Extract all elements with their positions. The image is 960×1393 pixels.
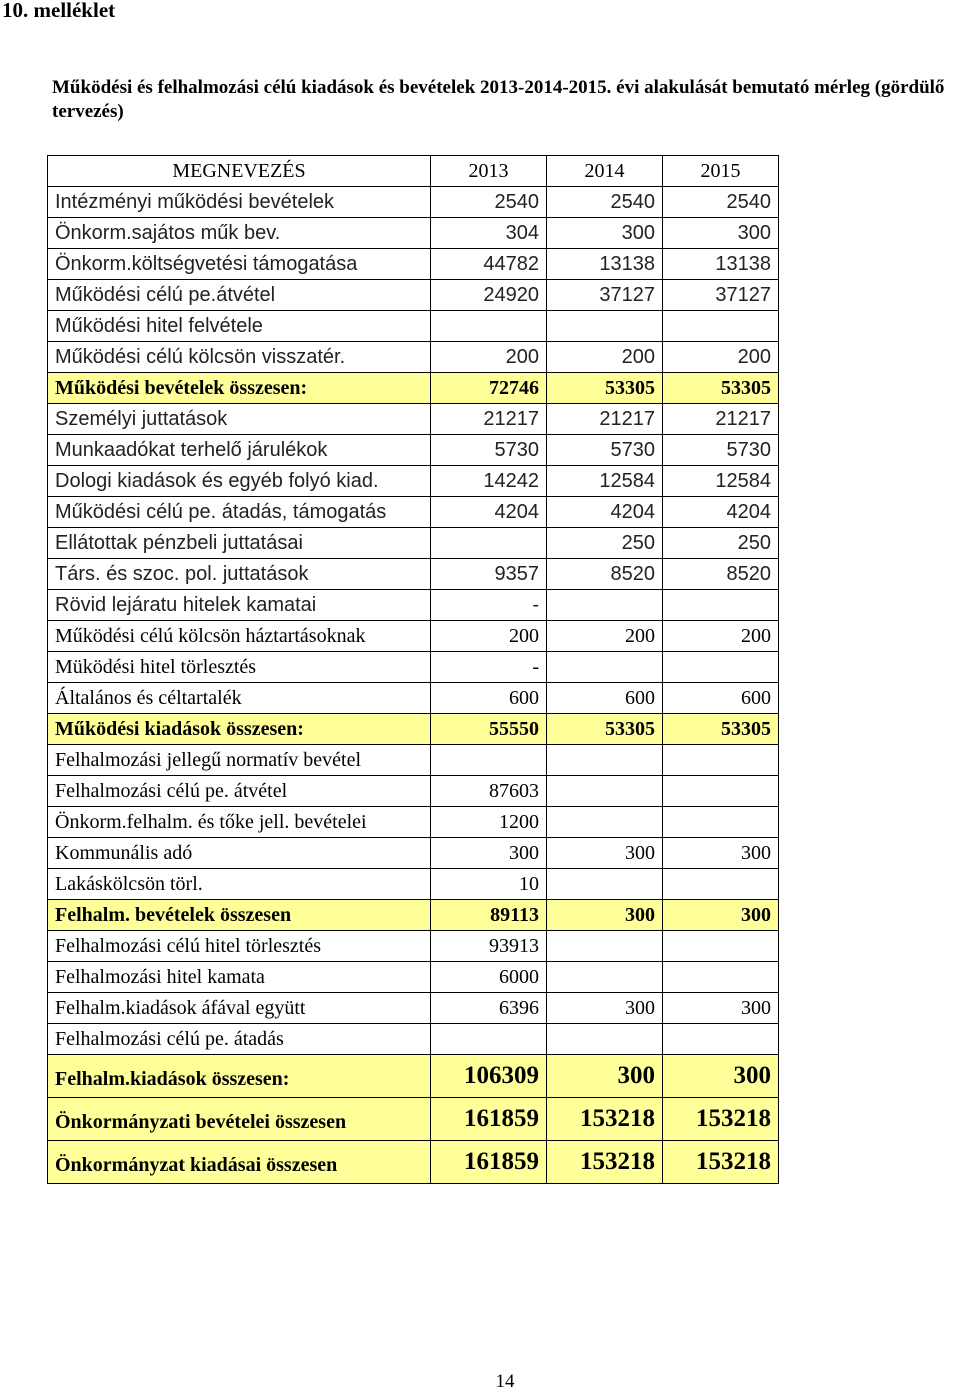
header-2013: 2013 [431, 156, 547, 187]
value-2014: 300 [546, 218, 662, 249]
table-row [48, 187, 779, 218]
row-label: Társ. és szoc. pol. juttatások [48, 559, 431, 590]
row-label: Személyi juttatások [48, 404, 431, 435]
table-row [48, 311, 779, 342]
table-header-row [48, 156, 779, 187]
value-2014: 300 [546, 900, 662, 931]
row-label: Rövid lejáratu hitelek kamatai [48, 590, 431, 621]
row-label: Kommunális adó [48, 838, 431, 869]
value-2013: 87603 [431, 776, 547, 807]
value-2015 [662, 931, 778, 962]
table-row [48, 993, 779, 1024]
value-2013 [431, 1024, 547, 1055]
value-2014: 5730 [546, 435, 662, 466]
table-row [48, 1024, 779, 1055]
value-2014: 4204 [546, 497, 662, 528]
row-label: Önkorm.sajátos műk bev. [48, 218, 431, 249]
row-label: Lakáskölcsön törl. [48, 869, 431, 900]
row-label: Felhalmozási jellegű normatív bevétel [48, 745, 431, 776]
value-2015: 600 [662, 683, 778, 714]
annex-label: 10. melléklet [2, 0, 116, 22]
value-2015 [662, 311, 778, 342]
table-row [48, 621, 779, 652]
value-2014 [546, 776, 662, 807]
value-2013: 93913 [431, 931, 547, 962]
table-row [48, 1098, 779, 1141]
table-row [48, 1055, 779, 1098]
value-2015 [662, 745, 778, 776]
table-row [48, 714, 779, 745]
row-label: Müködési hitel törlesztés [48, 652, 431, 683]
value-2013: - [431, 590, 547, 621]
value-2015: 300 [662, 838, 778, 869]
value-2013: 72746 [431, 373, 547, 404]
row-label: Önkormányzati bevételei összesen [48, 1098, 431, 1141]
value-2014: 21217 [546, 404, 662, 435]
table-row [48, 807, 779, 838]
value-2015 [662, 807, 778, 838]
row-label: Önkorm.felhalm. és tőke jell. bevételei [48, 807, 431, 838]
row-label: Felhalm.kiadások összesen: [48, 1055, 431, 1098]
value-2013: 24920 [431, 280, 547, 311]
value-2013 [431, 528, 547, 559]
row-label: Dologi kiadások és egyéb folyó kiad. [48, 466, 431, 497]
table-row [48, 590, 779, 621]
value-2014: 53305 [546, 714, 662, 745]
row-label: Önkorm.költségvetési támogatása [48, 249, 431, 280]
value-2013: 21217 [431, 404, 547, 435]
value-2015: 300 [662, 218, 778, 249]
value-2014: 8520 [546, 559, 662, 590]
value-2013: 200 [431, 342, 547, 373]
row-label: Felhalmozási célú pe. átvétel [48, 776, 431, 807]
value-2014 [546, 652, 662, 683]
row-label: Önkormányzat kiadásai összesen [48, 1141, 431, 1184]
value-2014: 37127 [546, 280, 662, 311]
row-label: Működési hitel felvétele [48, 311, 431, 342]
value-2015: 153218 [662, 1141, 778, 1184]
value-2015: 21217 [662, 404, 778, 435]
value-2013: 4204 [431, 497, 547, 528]
value-2013 [431, 311, 547, 342]
document-title: Működési és felhalmozási célú kiadások és bevételek 2013-2014-2015. évi alakulását bemutató mérleg (gördülő tervezés) [52, 77, 945, 122]
value-2015: 53305 [662, 714, 778, 745]
value-2013: 14242 [431, 466, 547, 497]
value-2014: 12584 [546, 466, 662, 497]
value-2013: 44782 [431, 249, 547, 280]
value-2015: 250 [662, 528, 778, 559]
value-2015: 13138 [662, 249, 778, 280]
value-2013: 600 [431, 683, 547, 714]
value-2013: 106309 [431, 1055, 547, 1098]
value-2014 [546, 962, 662, 993]
table-row [48, 776, 779, 807]
table-row [48, 869, 779, 900]
row-label: Felhalmozási célú hitel törlesztés [48, 931, 431, 962]
table-row [48, 249, 779, 280]
value-2014 [546, 1024, 662, 1055]
table-row [48, 900, 779, 931]
row-label: Működési célú kölcsön háztartásoknak [48, 621, 431, 652]
row-label: Működési célú pe. átadás, támogatás [48, 497, 431, 528]
table-row [48, 652, 779, 683]
value-2015 [662, 652, 778, 683]
value-2015: 4204 [662, 497, 778, 528]
page-number: 14 [495, 1371, 515, 1392]
value-2014: 600 [546, 683, 662, 714]
value-2014 [546, 745, 662, 776]
value-2013: 10 [431, 869, 547, 900]
value-2015: 200 [662, 342, 778, 373]
value-2014: 300 [546, 1055, 662, 1098]
value-2015: 12584 [662, 466, 778, 497]
value-2015: 53305 [662, 373, 778, 404]
table-row [48, 466, 779, 497]
value-2015: 200 [662, 621, 778, 652]
value-2015: 300 [662, 900, 778, 931]
table-row [48, 528, 779, 559]
table-row [48, 404, 779, 435]
row-label: Felhalm.kiadások áfával együtt [48, 993, 431, 1024]
value-2015 [662, 962, 778, 993]
value-2014: 250 [546, 528, 662, 559]
row-label: Ellátottak pénzbeli juttatásai [48, 528, 431, 559]
value-2014: 153218 [546, 1141, 662, 1184]
value-2013: 9357 [431, 559, 547, 590]
value-2013: 5730 [431, 435, 547, 466]
header-2014: 2014 [546, 156, 662, 187]
value-2013: 1200 [431, 807, 547, 838]
value-2015: 2540 [662, 187, 778, 218]
row-label: Munkaadókat terhelő járulékok [48, 435, 431, 466]
value-2014: 13138 [546, 249, 662, 280]
table-row [48, 280, 779, 311]
table-row [48, 342, 779, 373]
header-2015: 2015 [662, 156, 778, 187]
table-row [48, 559, 779, 590]
row-label: Felhalmozási célú pe. átadás [48, 1024, 431, 1055]
value-2015: 300 [662, 993, 778, 1024]
row-label: Működési kiadások összesen: [48, 714, 431, 745]
value-2014 [546, 807, 662, 838]
value-2014: 300 [546, 838, 662, 869]
table-row [48, 745, 779, 776]
value-2013 [431, 745, 547, 776]
row-label: Intézményi működési bevételek [48, 187, 431, 218]
value-2015 [662, 776, 778, 807]
value-2013: 304 [431, 218, 547, 249]
value-2015 [662, 1024, 778, 1055]
value-2014: 2540 [546, 187, 662, 218]
table-row [48, 683, 779, 714]
value-2013: 300 [431, 838, 547, 869]
value-2013: 2540 [431, 187, 547, 218]
row-label: Működési célú pe.átvétel [48, 280, 431, 311]
row-label: Működési bevételek összesen: [48, 373, 431, 404]
balance-table [47, 155, 779, 1184]
table-row [48, 435, 779, 466]
table-row [48, 497, 779, 528]
value-2013: 200 [431, 621, 547, 652]
table-row [48, 1141, 779, 1184]
value-2015 [662, 590, 778, 621]
value-2015: 153218 [662, 1098, 778, 1141]
table-row [48, 962, 779, 993]
value-2015 [662, 869, 778, 900]
value-2014 [546, 590, 662, 621]
table-row [48, 218, 779, 249]
value-2013: 55550 [431, 714, 547, 745]
row-label: Felhalm. bevételek összesen [48, 900, 431, 931]
table-row [48, 931, 779, 962]
value-2013: 6396 [431, 993, 547, 1024]
value-2013: 161859 [431, 1098, 547, 1141]
value-2015: 5730 [662, 435, 778, 466]
value-2013: 161859 [431, 1141, 547, 1184]
value-2013: 6000 [431, 962, 547, 993]
row-label: Működési célú kölcsön visszatér. [48, 342, 431, 373]
value-2015: 37127 [662, 280, 778, 311]
value-2013: - [431, 652, 547, 683]
value-2014: 300 [546, 993, 662, 1024]
value-2014: 153218 [546, 1098, 662, 1141]
value-2014: 200 [546, 342, 662, 373]
value-2014 [546, 311, 662, 342]
value-2014 [546, 869, 662, 900]
header-name: MEGNEVEZÉS [48, 156, 431, 187]
value-2014: 200 [546, 621, 662, 652]
value-2015: 300 [662, 1055, 778, 1098]
value-2014: 53305 [546, 373, 662, 404]
table-row [48, 838, 779, 869]
value-2013: 89113 [431, 900, 547, 931]
row-label: Felhalmozási hitel kamata [48, 962, 431, 993]
table-row [48, 373, 779, 404]
row-label: Általános és céltartalék [48, 683, 431, 714]
value-2014 [546, 931, 662, 962]
value-2015: 8520 [662, 559, 778, 590]
